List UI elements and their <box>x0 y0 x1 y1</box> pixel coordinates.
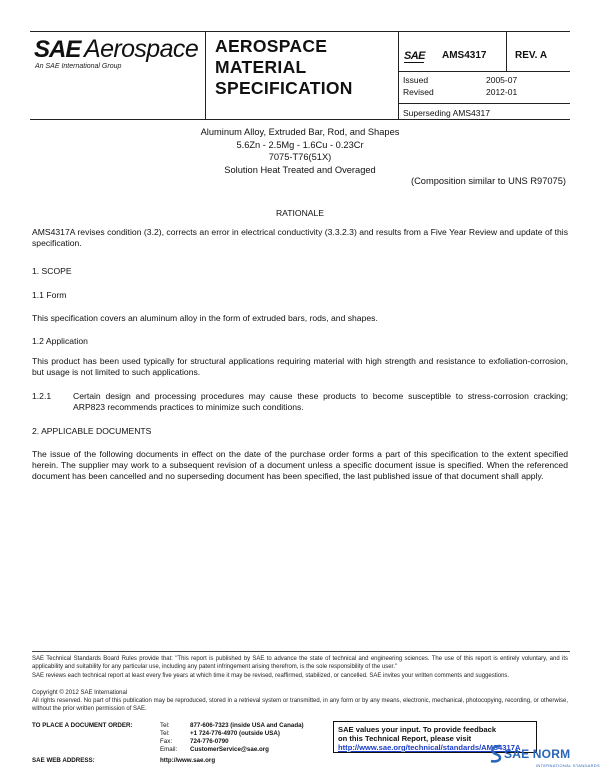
header-divider-3 <box>506 31 507 71</box>
document-number: AMS4317 <box>442 50 487 61</box>
footer-rights: All rights reserved. No part of this publication may be reproduced, stored in a retrieval system or transmitted, in any form or by any means, electronic, mechanical, photocopying, recording, or otherwise, without the prior written permission of SAE. <box>32 698 568 712</box>
issued-date: 2005-07 <box>486 75 518 85</box>
composition-note: (Composition similar to UNS R97075) <box>410 176 566 186</box>
header-rule-1 <box>398 71 570 72</box>
watermark-text: SAE NORM <box>504 747 571 761</box>
tel-label: Tel: <box>160 722 170 729</box>
section-1-2-heading: 1.2 Application <box>32 336 88 346</box>
small-sae-underline <box>404 62 424 63</box>
superseding-note: Superseding AMS4317 <box>403 108 490 118</box>
small-sae-logo: SAE <box>404 50 425 62</box>
issued-label: Issued <box>403 75 429 85</box>
section-1-heading: 1. SCOPE <box>32 266 72 276</box>
section-1-2-1-number: 1.2.1 <box>32 391 52 401</box>
section-2-heading: 2. APPLICABLE DOCUMENTS <box>32 426 152 436</box>
aerospace-logo-text: Aerospace <box>84 35 199 63</box>
rationale-text: AMS4317A revises condition (3.2), corrects an error in electrical conductivity (3.3.2.3) and results from a Five Year Review and update of this specification. <box>32 227 568 249</box>
document-type-title: AEROSPACE MATERIAL SPECIFICATION <box>215 36 353 98</box>
web-address[interactable]: http://www.sae.org <box>160 757 216 764</box>
sae-logo: SAE <box>34 36 81 63</box>
revised-date: 2012-01 <box>486 87 518 97</box>
fax-label: Fax: <box>160 738 173 745</box>
sae-norm-watermark-icon <box>488 744 504 764</box>
specification-title: Aluminum Alloy, Extruded Bar, Rod, and Shapes 5.6Zn - 2.5Mg - 1.6Cu - 0.23Cr 7075-T76(51X) Solution Heat Treated and Overaged <box>200 127 400 175</box>
web-address-label: SAE WEB ADDRESS: <box>32 757 95 764</box>
section-2-text: The issue of the following documents in effect on the date of the purchase order forms a part of this specification to the extent specified herein. The supplier may work to a subsequent revision of a document unless a specific document issue is specified. When the referenced document has been cancelled and no superseding document has been specified, the last published issue of that document shall apply. <box>32 449 568 482</box>
footer-review-notice: SAE reviews each technical report at least every five years at which time it may be revised, reaffirmed, stabilized, or cancelled. SAE invites your written comments and suggestions. <box>32 673 510 679</box>
logo-tagline: An SAE International Group <box>35 63 122 70</box>
fax-number: 724-776-0790 <box>190 738 229 745</box>
section-1-1-text: This specification covers an aluminum alloy in the form of extruded bars, rods, and shapes. <box>32 313 378 323</box>
feedback-line-1: SAE values your input. To provide feedback <box>338 725 497 734</box>
footer-board-rules: SAE Technical Standards Board Rules provide that: "This report is published by SAE to advance the state of technical and engineering sciences. The use of this report is entirely voluntary, and its applicability and suitability for any particular use, including any patent infringement arising therefrom, is the sole responsibility of the user." <box>32 656 568 670</box>
tel-outside-usa: +1 724-776-4970 (outside USA) <box>190 730 280 737</box>
section-1-2-1-text: Certain design and processing procedures may cause these products to become susceptible to stress-corrosion cracking; ARP823 recommends practices to minimize such conditions. <box>73 391 568 413</box>
revision-label: REV. A <box>515 50 548 61</box>
header-bottom-rule <box>30 119 570 120</box>
email-label: Email: <box>160 746 178 753</box>
section-1-1-heading: 1.1 Form <box>32 290 67 300</box>
email-address[interactable]: CustomerService@sae.org <box>190 746 269 753</box>
watermark-subtext: INTERNATIONAL STANDARDS <box>536 763 600 768</box>
header-divider-1 <box>205 31 206 119</box>
order-label: TO PLACE A DOCUMENT ORDER: <box>32 722 133 729</box>
header-rule-2 <box>398 103 570 104</box>
feedback-line-2: on this Technical Report, please visit <box>338 734 472 743</box>
revised-label: Revised <box>403 87 434 97</box>
footer-copyright: Copyright © 2012 SAE International <box>32 690 128 696</box>
tel2-label: Tel: <box>160 730 170 737</box>
section-1-2-text: This product has been used typically for structural applications requiring material with high strength and resistance to exfoliation-corrosion, but usage is not limited to such applications. <box>32 356 568 378</box>
header-divider-2 <box>398 31 399 119</box>
feedback-link[interactable]: http://www.sae.org/technical/standards/AMS4317A <box>338 743 521 752</box>
footer-rule <box>32 651 570 652</box>
tel-inside-usa: 877-606-7323 (inside USA and Canada) <box>190 722 304 729</box>
rationale-heading: RATIONALE <box>275 208 325 218</box>
